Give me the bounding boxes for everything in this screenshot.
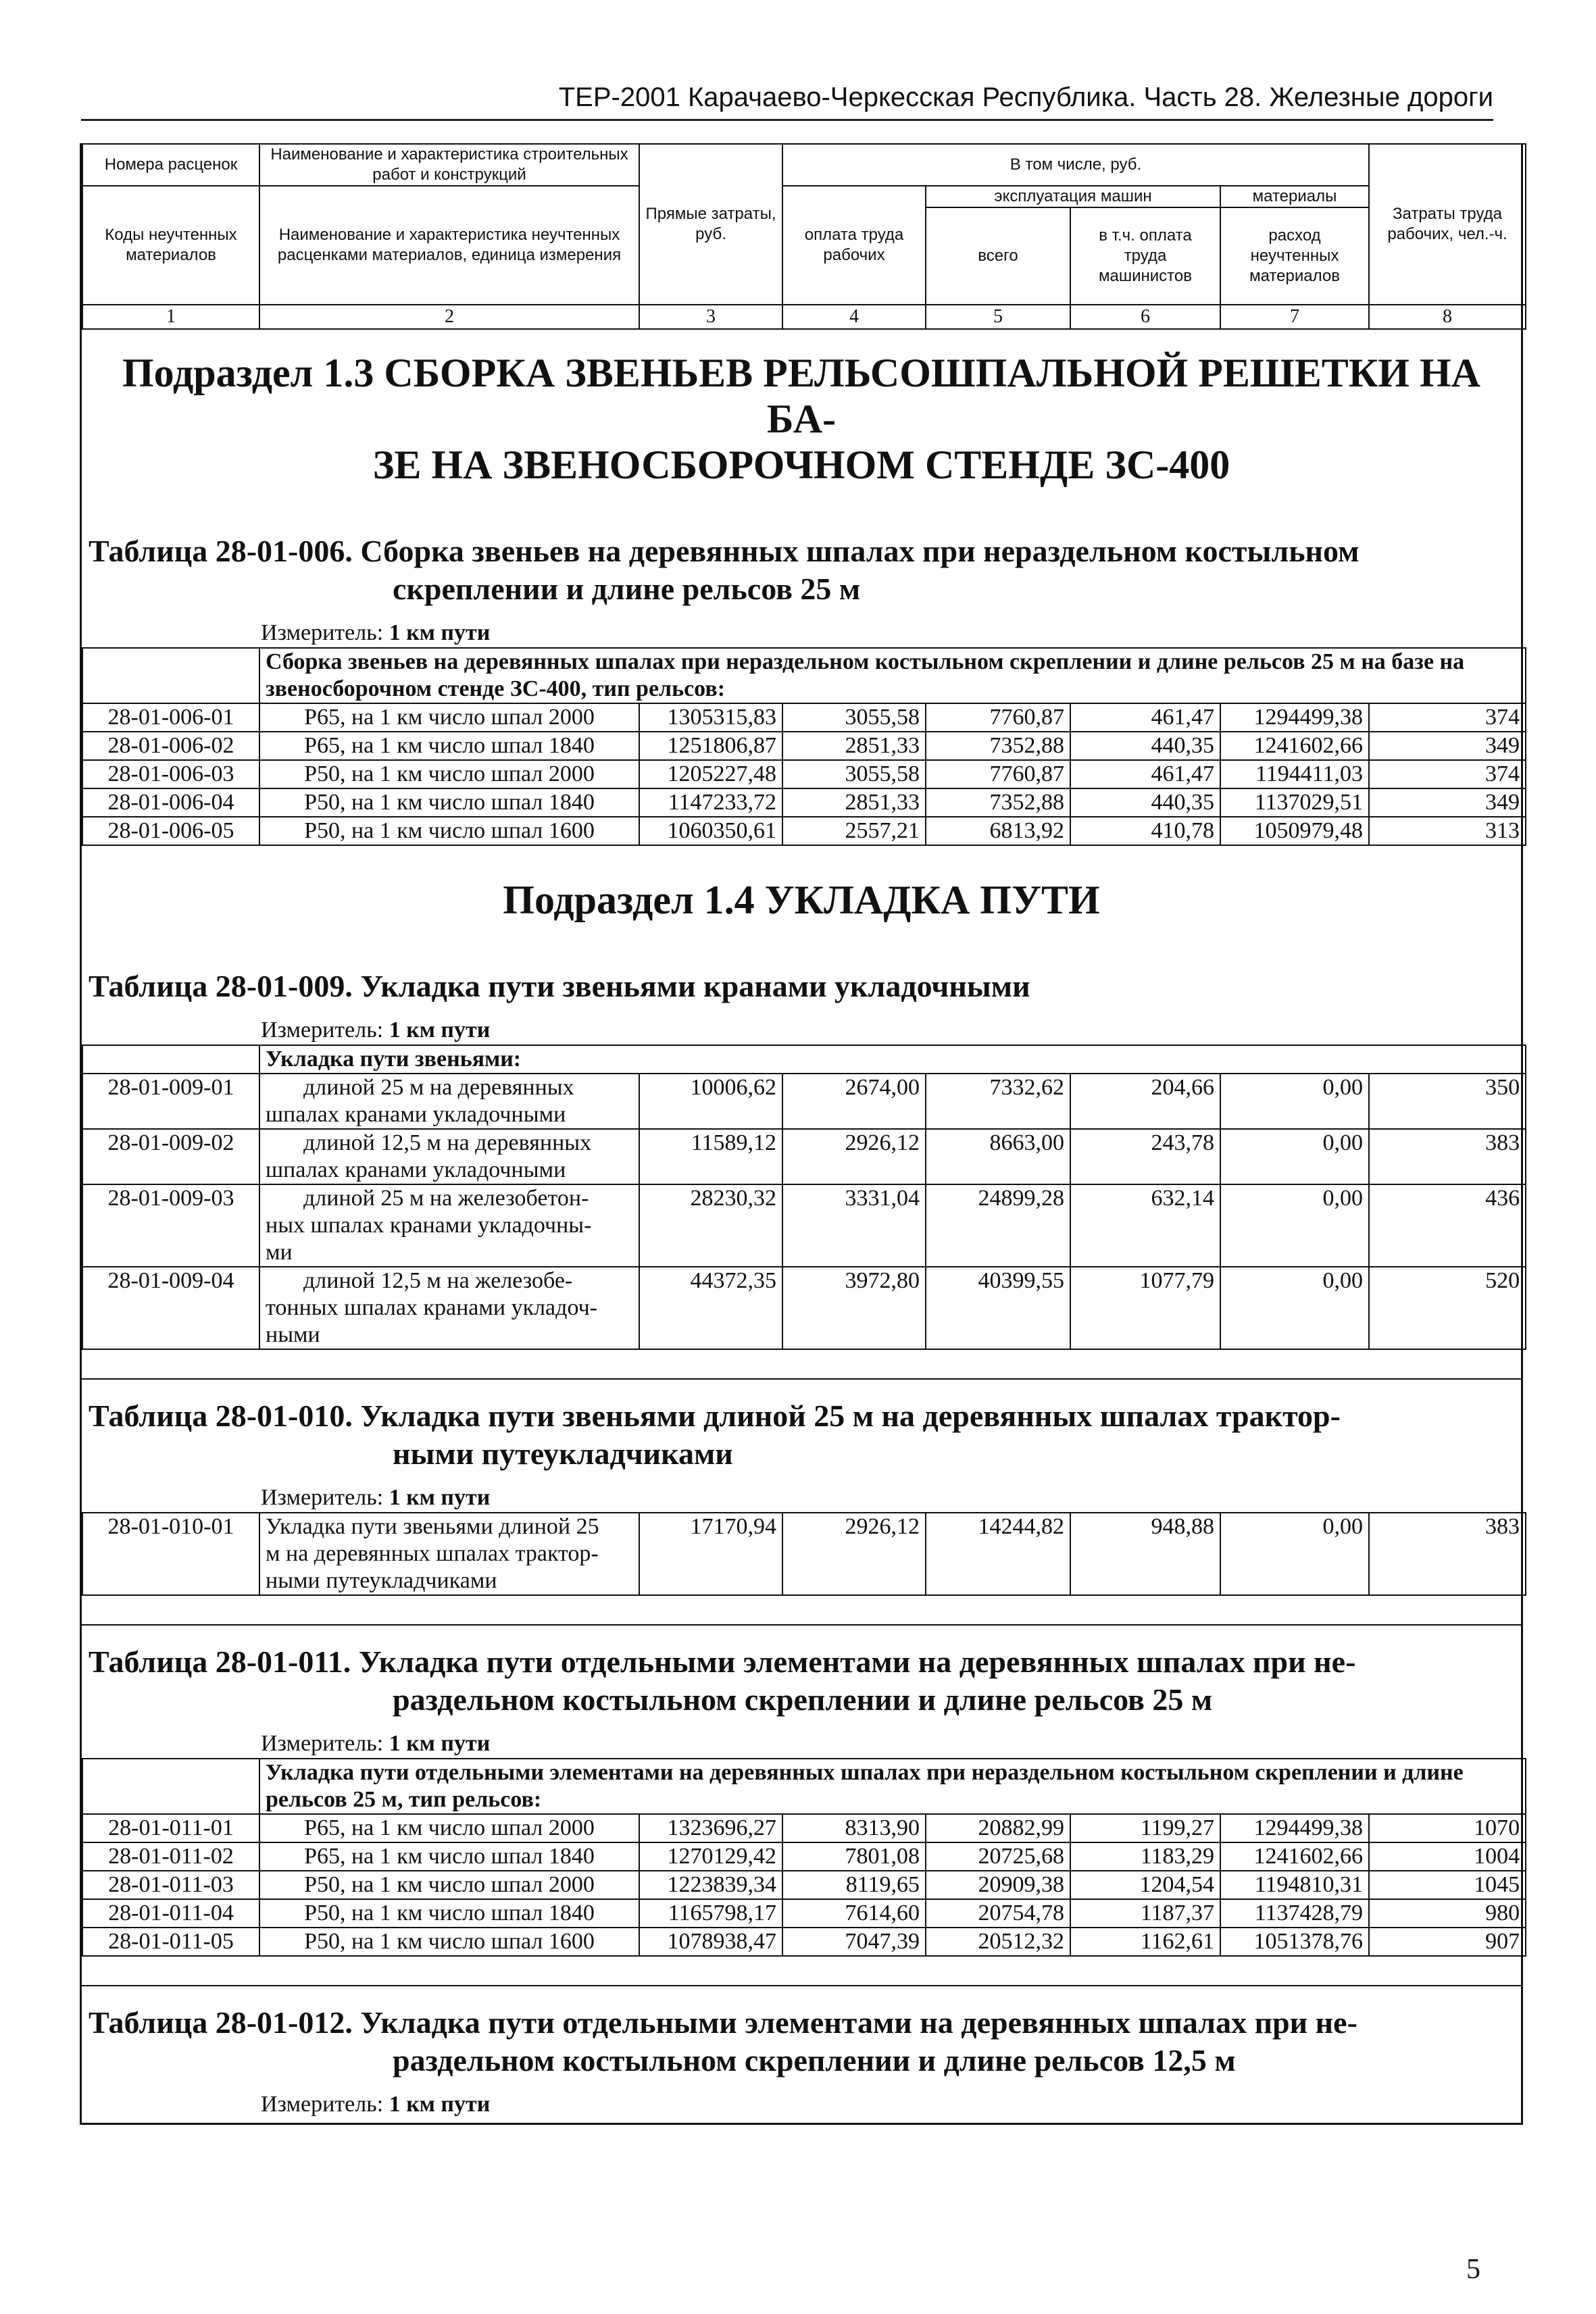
- table-title: Таблица 28-01-006. Сборка звеньев на деревянных шпалах при нераздельном костыльном скреплении и длине рельсов 25 м: [89, 534, 1360, 606]
- section-title: Подраздел 1.4 УКЛАДКА ПУТИ: [503, 878, 1100, 922]
- header-name-top: Наименование и характеристика строительных работ и конструкций: [259, 144, 639, 186]
- header-direct-costs: Прямые затраты, руб.: [639, 144, 782, 305]
- table-row: 28-01-011-03 Р50, на 1 км число шпал 2000 1223839,34 8119,65 20909,38 1204,54 1194810,31 1045: [82, 1871, 1526, 1899]
- col-number: 7: [1220, 305, 1369, 329]
- data-table: [82, 647, 1526, 846]
- section-title: Подраздел 1.3 СБОРКА ЗВЕНЬЕВ РЕЛЬСОШПАЛЬНОЙ РЕШЕТКИ НА БА- ЗЕ НА ЗВЕНОСБОРОЧНОМ СТЕНДЕ ЗС-400: [122, 351, 1480, 487]
- col-number: 1: [82, 305, 259, 329]
- col-number: 4: [782, 305, 926, 329]
- header-name-bottom: Наименование и характеристика неучтенных расценками материалов, единица измерения: [259, 186, 639, 305]
- table-gap: [82, 1350, 1521, 1378]
- header-machines: эксплуатация машин: [926, 186, 1220, 207]
- header-including: В том числе, руб.: [782, 144, 1369, 186]
- header-materials: материалы: [1220, 186, 1369, 207]
- header-machines-total: всего: [926, 207, 1070, 305]
- header-codes-top: Номера расценок: [82, 144, 259, 186]
- table-row: 28-01-006-03 Р50, на 1 км число шпал 2000 1205227,48 3055,58 7760,87 461,47 1194411,03 374: [82, 760, 1526, 788]
- header-rule: [81, 119, 1493, 121]
- table-row: 28-01-009-02 длиной 12,5 м на деревянных шпалах кранами укладочными 11589,12 2926,12 8663,00 243,78 0,00 383: [82, 1129, 1526, 1184]
- measure-unit: Измеритель: 1 км пути: [261, 1017, 491, 1042]
- table-row: 28-01-006-05 Р50, на 1 км число шпал 1600 1060350,61 2557,21 6813,92 410,78 1050979,48 313: [82, 817, 1526, 845]
- header-labor: Затраты труда рабочих, чел.-ч.: [1369, 144, 1526, 305]
- measure-unit: Измеритель: 1 км пути: [261, 620, 491, 645]
- data-table: [82, 1045, 1526, 1350]
- table-row: 28-01-011-01 Р65, на 1 км число шпал 2000 1323696,27 8313,90 20882,99 1199,27 1294499,38 1070: [82, 1814, 1526, 1842]
- col-number: 8: [1369, 305, 1526, 329]
- header-materials-sub: расход неучтенных материалов: [1220, 207, 1369, 305]
- table-row: 28-01-011-05 Р50, на 1 км число шпал 1600 1078938,47 7047,39 20512,32 1162,61 1051378,76 907: [82, 1928, 1526, 1956]
- table-gap: [82, 1957, 1521, 1985]
- table-row: 28-01-006-01 Р65, на 1 км число шпал 2000 1305315,83 3055,58 7760,87 461,47 1294499,38 374: [82, 703, 1526, 732]
- data-table: [82, 1512, 1526, 1596]
- col-number: 5: [926, 305, 1070, 329]
- header-codes-bottom: Коды неучтенных материалов: [82, 186, 259, 305]
- group-row: Сборка звеньев на деревянных шпалах при нераздельном костыльном скреплении и длине рельсов 25 м на базе на звеносборочном стенде ЗС-400, тип рельсов:: [82, 648, 1526, 703]
- header-wages: оплата труда рабочих: [782, 186, 926, 305]
- group-row: Укладка пути отдельными элементами на деревянных шпалах при нераздельном костыльном скреплении и длине рельсов 25 м, тип рельсов:: [82, 1759, 1526, 1814]
- column-header-table: [82, 143, 1526, 330]
- header-machinists: в т.ч. оплата труда машинистов: [1070, 207, 1220, 305]
- table-title: Таблица 28-01-009. Укладка пути звеньями кранами укладочными: [89, 969, 1030, 1003]
- table-title: Таблица 28-01-010. Укладка пути звеньями длиной 25 м на деревянных шпалах трактор- ными путеукладчиками: [89, 1399, 1341, 1471]
- col-number: 6: [1070, 305, 1220, 329]
- table-row: 28-01-009-04 длиной 12,5 м на железобе- тонных шпалах кранами укладоч- ными 44372,35 3972,80 40399,55 1077,79 0,00 520: [82, 1267, 1526, 1349]
- col-number: 2: [259, 305, 639, 329]
- table-row: 28-01-009-01 длиной 25 м на деревянных шпалах кранами укладочными 10006,62 2674,00 7332,62 204,66 0,00 350: [82, 1074, 1526, 1129]
- data-table: [82, 1758, 1526, 1957]
- table-title: Таблица 28-01-012. Укладка пути отдельными элементами на деревянных шпалах при не- раздельном костыльном скреплении и длине рельсов 12,5 м: [89, 2005, 1357, 2078]
- table-row: 28-01-011-02 Р65, на 1 км число шпал 1840 1270129,42 7801,08 20725,68 1183,29 1241602,66 1004: [82, 1842, 1526, 1871]
- price-document: [80, 143, 1523, 2125]
- table-gap: [82, 1596, 1521, 1624]
- measure-unit: Измеритель: 1 км пути: [261, 2092, 491, 2117]
- table-row: 28-01-009-03 длиной 25 м на железобетон- ных шпалах кранами укладочны- ми 28230,32 3331,04 24899,28 632,14 0,00 436: [82, 1184, 1526, 1267]
- running-header: ТЕР-2001 Карачаево-Черкесская Республика. Часть 28. Железные дороги: [558, 82, 1493, 112]
- table-row: 28-01-011-04 Р50, на 1 км число шпал 1840 1165798,17 7614,60 20754,78 1187,37 1137428,79 980: [82, 1899, 1526, 1928]
- table-row: 28-01-010-01 Укладка пути звеньями длиной 25 м на деревянных шпалах трактор- ными путеукладчиками 17170,94 2926,12 14244,82 948,88 0,00 383: [82, 1513, 1526, 1595]
- table-row: 28-01-006-04 Р50, на 1 км число шпал 1840 1147233,72 2851,33 7352,88 440,35 1137029,51 349: [82, 788, 1526, 817]
- col-number: 3: [639, 305, 782, 329]
- group-row: Укладка пути звеньями:: [82, 1045, 1526, 1074]
- measure-unit: Измеритель: 1 км пути: [261, 1485, 491, 1510]
- table-row: 28-01-006-02 Р65, на 1 км число шпал 1840 1251806,87 2851,33 7352,88 440,35 1241602,66 349: [82, 732, 1526, 760]
- table-title: Таблица 28-01-011. Укладка пути отдельными элементами на деревянных шпалах при не- раздельном костыльном скреплении и длине рельсов 25 м: [89, 1644, 1356, 1717]
- measure-unit: Измеритель: 1 км пути: [261, 1731, 491, 1756]
- page-number: 5: [1466, 2254, 1480, 2285]
